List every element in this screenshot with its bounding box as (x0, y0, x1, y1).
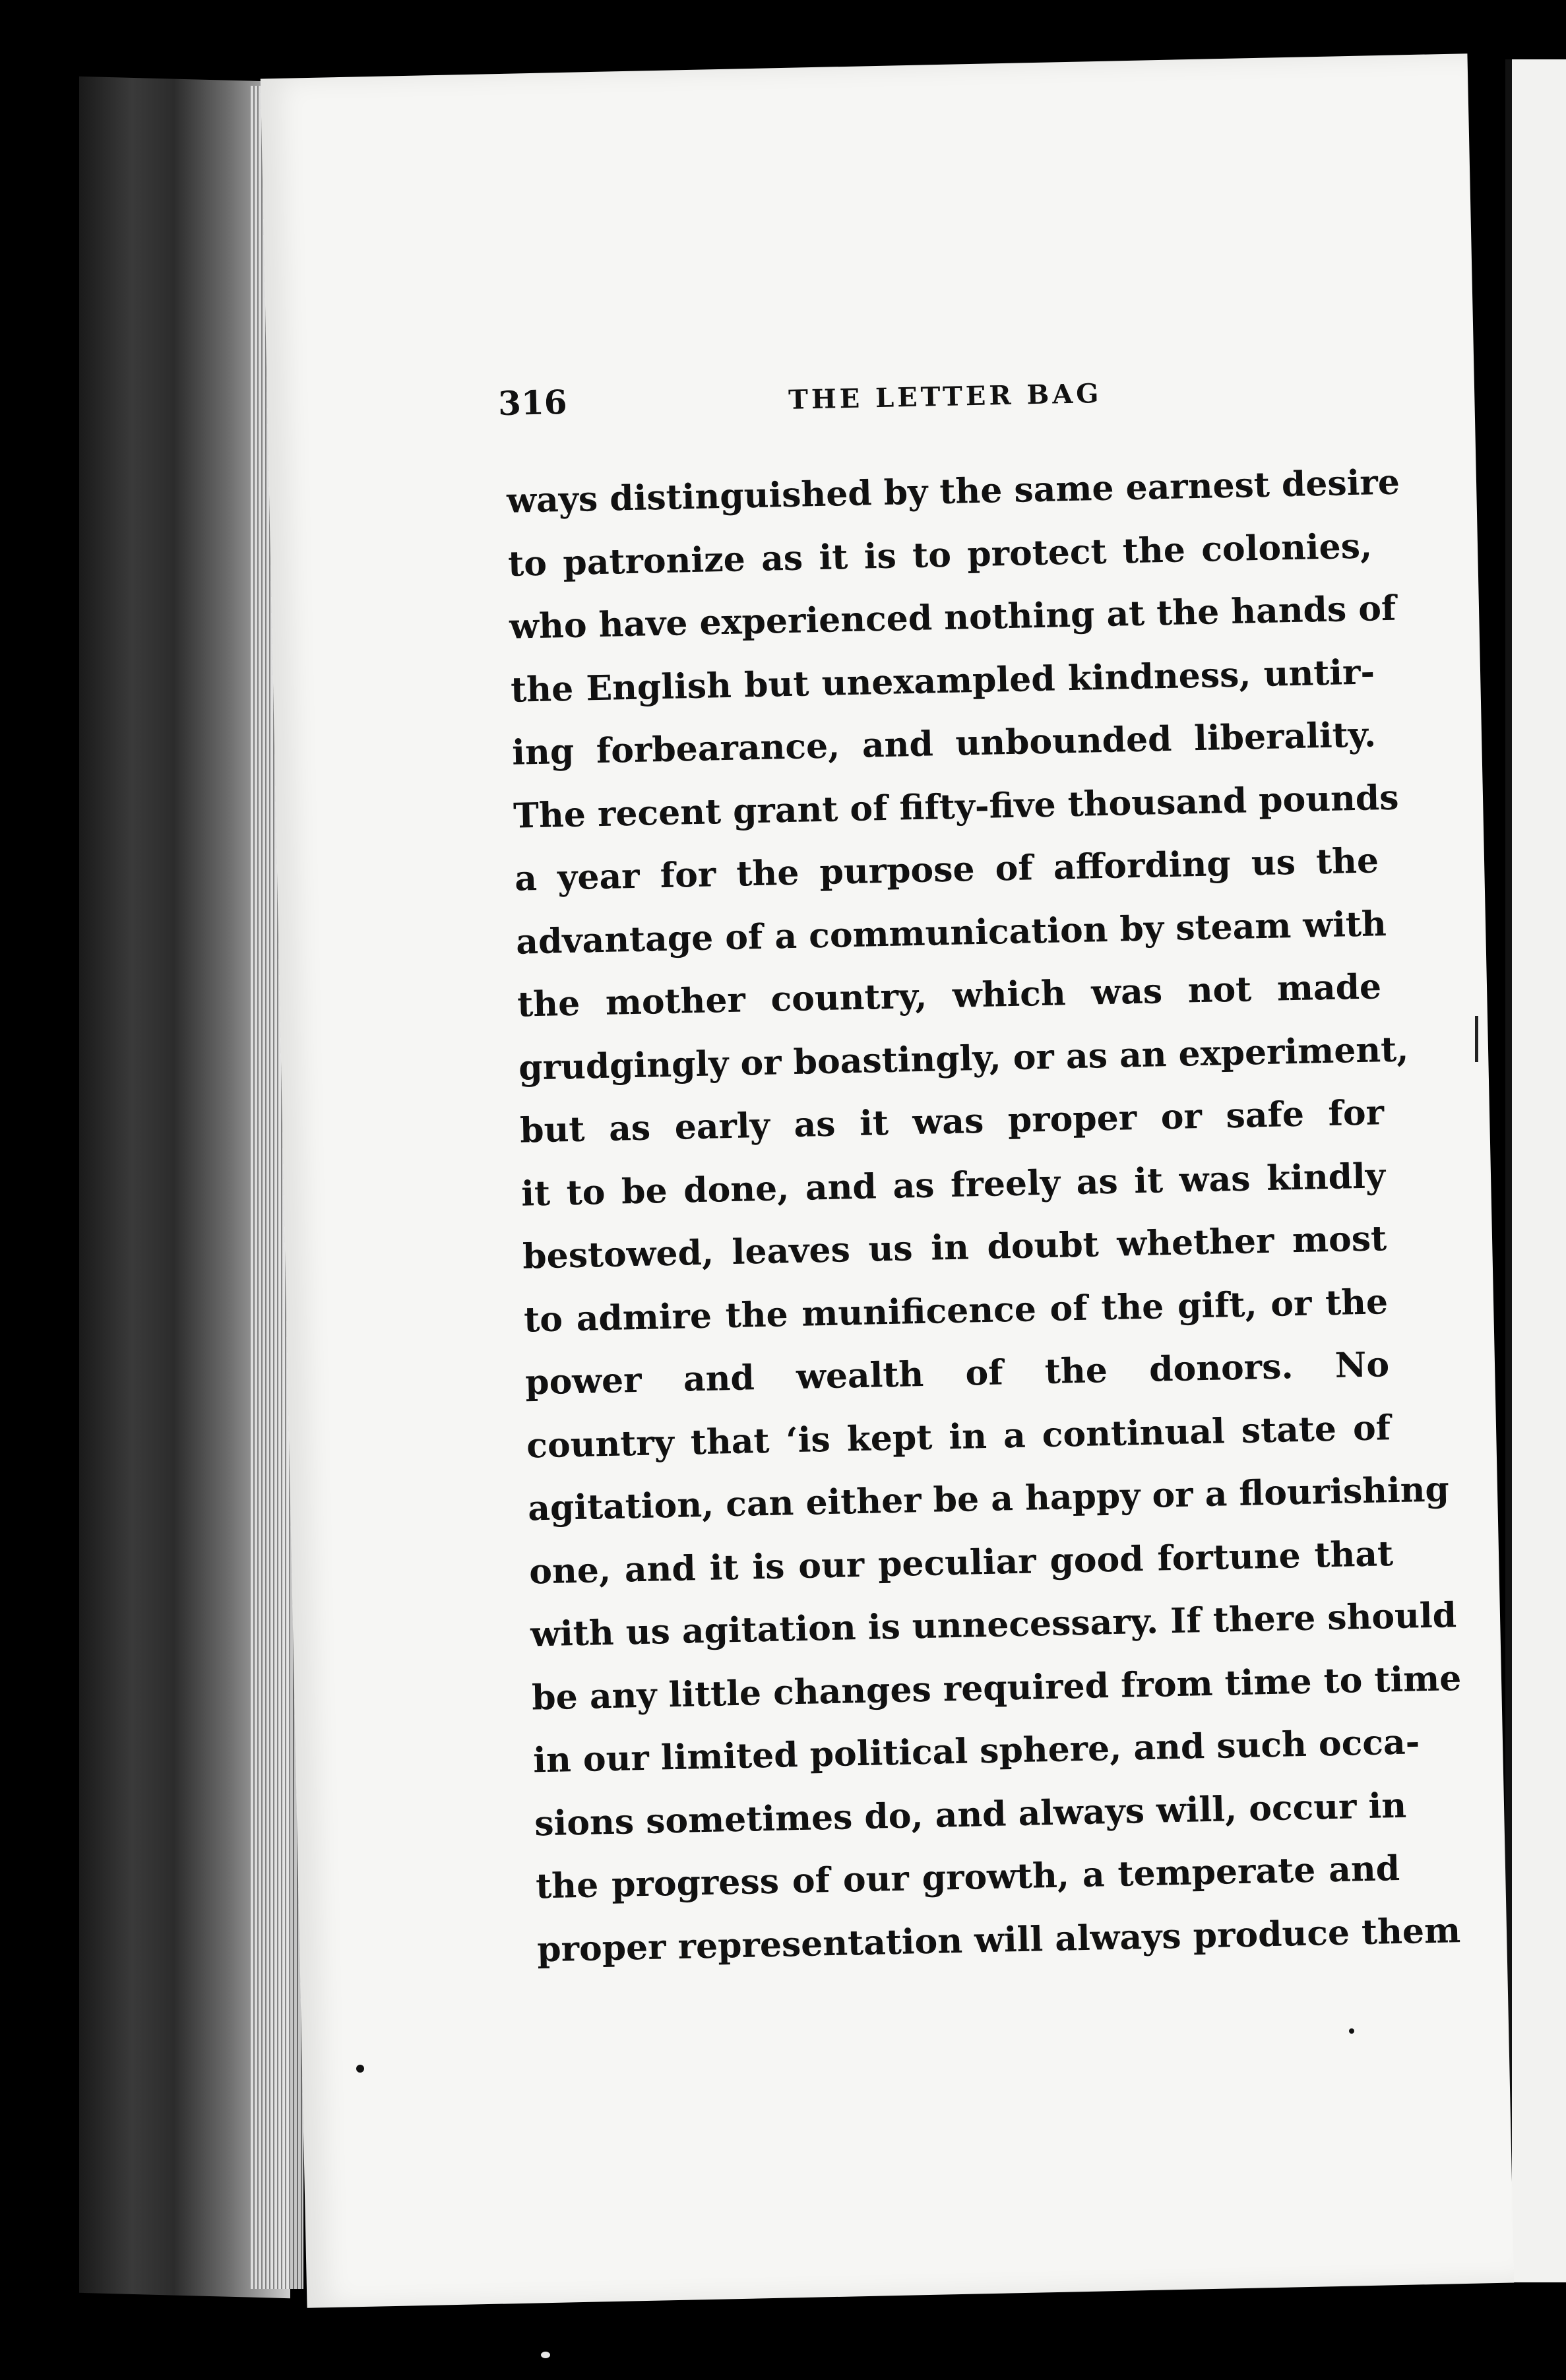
body-text (506, 451, 1462, 1981)
text-line: to patronize as it is to protect the colonies, (507, 525, 1373, 584)
margin-mark (1475, 1016, 1478, 1062)
text-line: power and wealth of the donors. No (524, 1344, 1390, 1403)
text-line: ways distinguished by the same earnest desire (506, 462, 1400, 521)
text-line: the mother country, which was not made (517, 966, 1382, 1025)
text-line: country that ‘is kept in a continual state of (526, 1407, 1391, 1466)
text-line: one, and it is our peculiar good fortune that (528, 1533, 1394, 1592)
text-line: grudgingly or boastingly, or as an experiment, (518, 1028, 1409, 1088)
text-line: agitation, can either be a happy or a flourishing (527, 1469, 1450, 1529)
running-head: THE LETTER BAG (788, 377, 1102, 416)
text-line: the English but unexampled kindness, untir- (510, 651, 1375, 710)
text-line: a year for the purpose of affording us the (514, 840, 1379, 899)
text-line: in our limited political sphere, and such occa- (532, 1722, 1420, 1781)
text-line: be any little changes required from time to time (531, 1658, 1462, 1718)
text-line: advantage of a communication by steam with (515, 903, 1387, 962)
text-line: The recent grant of fifty-five thousand pounds (513, 777, 1400, 836)
book-page (261, 53, 1514, 2308)
text-line: with us agitation is unnecessary. If there should (530, 1595, 1457, 1655)
page-header (498, 365, 1423, 443)
text-line: ing forbearance, and unbounded liberality. (511, 714, 1377, 773)
text-line: bestowed, leaves us in doubt whether most (522, 1218, 1387, 1277)
facing-page-edge (1505, 59, 1566, 2282)
ink-speck (1349, 2028, 1354, 2034)
page-number: 316 (497, 382, 568, 423)
ink-speck (356, 2065, 364, 2073)
text-line: who have experienced nothing at the hands of (509, 588, 1396, 647)
text-line: the progress of our growth, a temperate and (535, 1848, 1400, 1907)
text-line: but as early as it was proper or safe for (519, 1092, 1385, 1151)
text-line: it to be done, and as freely as it was kindly (520, 1155, 1386, 1214)
text-line: sions sometimes do, and always will, occur in (534, 1785, 1407, 1844)
ink-speck (541, 2352, 550, 2358)
text-line: to admire the munificence of the gift, or the (523, 1281, 1389, 1340)
text-line: proper representation will always produce them (536, 1910, 1461, 1970)
